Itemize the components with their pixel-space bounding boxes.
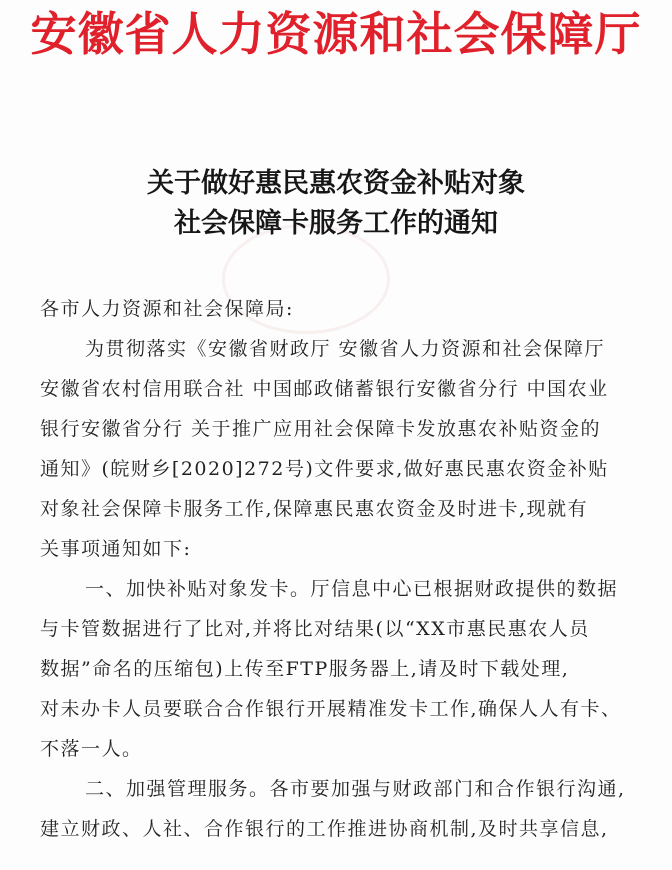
section-one-line: 与卡管数据进行了比对,并将比对结果(以“XX市惠民惠农人员 xyxy=(40,618,590,640)
section-two-line: 建立财政、人社、合作银行的工作推进协商机制,及时共享信息, xyxy=(40,818,609,840)
paragraph-line: 安徽省农村信用联合社 中国邮政储蓄银行安徽省分行 中国农业 xyxy=(40,378,609,400)
paragraph-line: 关事项通知如下: xyxy=(40,538,192,560)
section-one-line: 不落一人。 xyxy=(40,738,143,760)
section-one-line: 数据”命名的压缩包)上传至FTP服务器上,请及时下载处理, xyxy=(40,658,570,680)
salutation: 各市人力资源和社会保障局: xyxy=(40,298,294,320)
section-one-line: 一、加快补贴对象发卡。厅信息中心已根据财政提供的数据 xyxy=(85,578,619,600)
paragraph-line: 为贯彻落实《安徽省财政厅 安徽省人力资源和社会保障厅 xyxy=(85,338,606,360)
paragraph-line: 通知》(皖财乡[2020]272号)文件要求,做好惠民惠农资金补贴 xyxy=(40,458,609,480)
document-title-line-2: 社会保障卡服务工作的通知 xyxy=(174,208,498,239)
red-letterhead: 安徽省人力资源和社会保障厅 xyxy=(30,7,642,61)
document-title-line-1: 关于做好惠民惠农资金补贴对象 xyxy=(147,168,525,199)
paragraph-line: 银行安徽省分行 关于推广应用社会保障卡发放惠农补贴资金的 xyxy=(40,418,602,440)
section-two-line: 二、加强管理服务。各市要加强与财政部门和合作银行沟通, xyxy=(85,778,626,800)
paragraph-line: 对象社会保障卡服务工作,保障惠民惠农资金及时进卡,现就有 xyxy=(40,498,589,520)
section-one-line: 对未办卡人员要联合合作银行开展精准发卡工作,确保人人有卡、 xyxy=(40,698,622,720)
